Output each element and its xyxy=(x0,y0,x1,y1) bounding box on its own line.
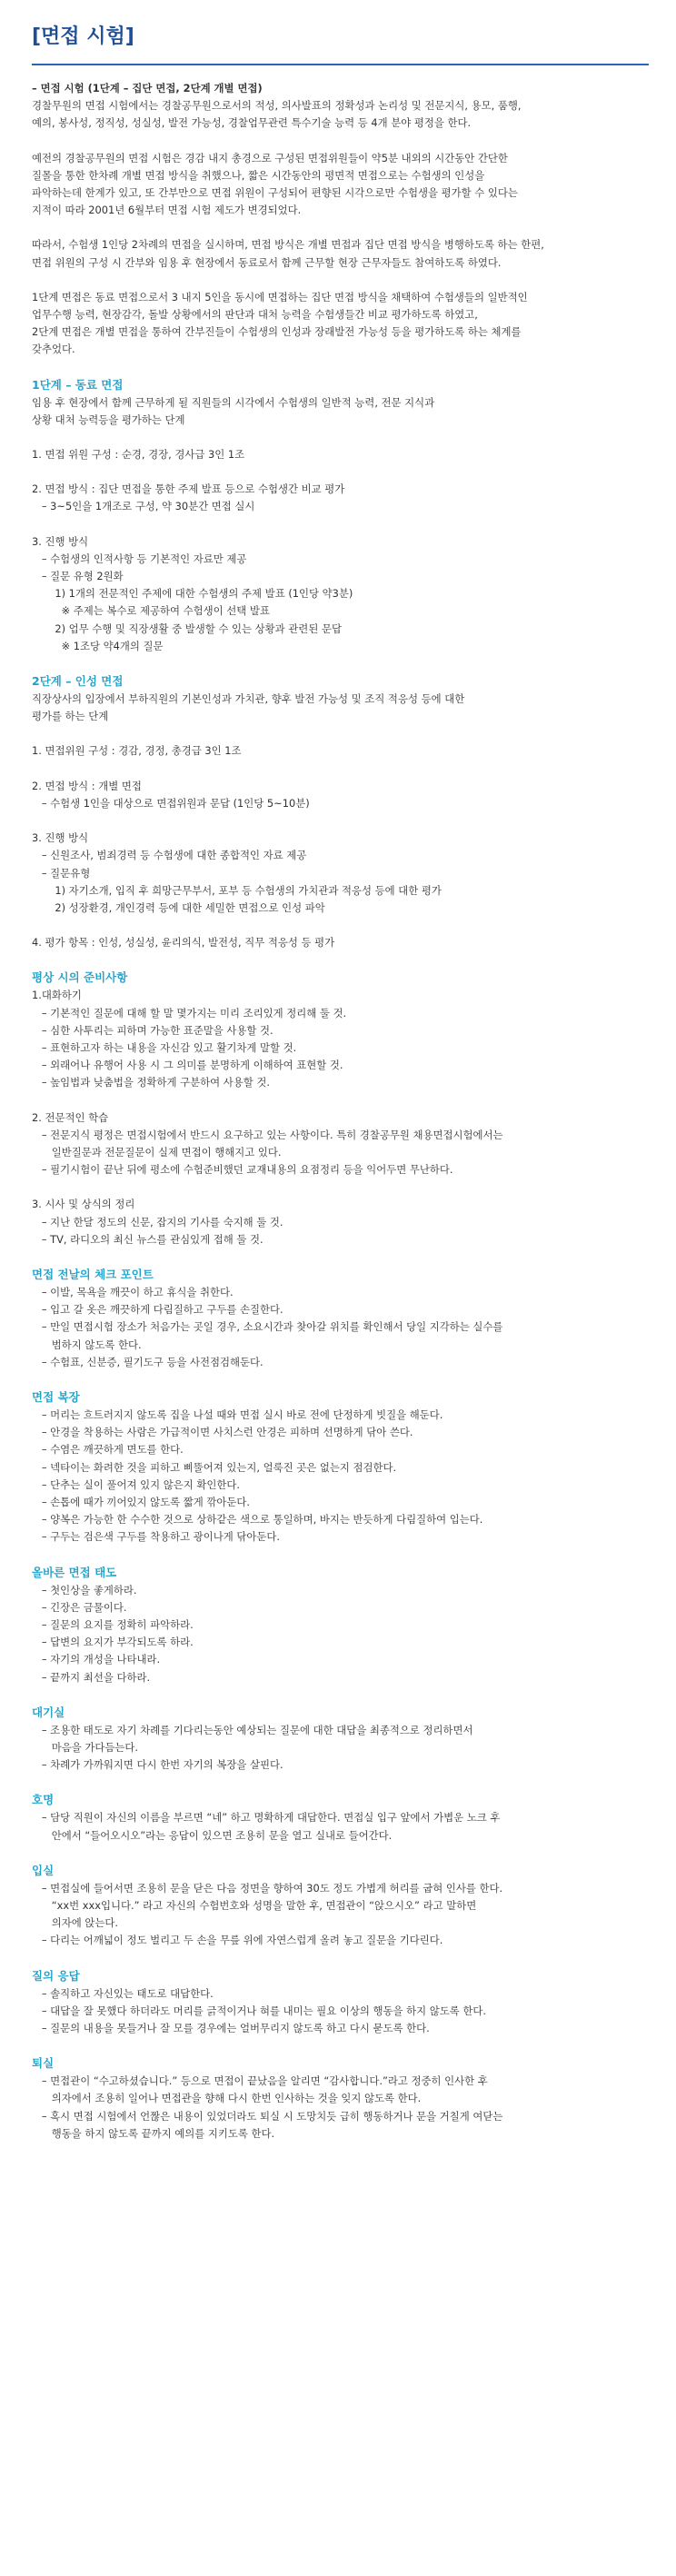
text-line: – 긴장은 금물이다. xyxy=(32,1600,127,1614)
text-line: 업무수행 능력, 현장감각, 돌발 상황에서의 판단과 대처 능력을 수험생들간 비교 평가하도록 하였고, xyxy=(32,308,478,322)
section-heading: 입실 xyxy=(32,1863,55,1877)
text-line: 안에서 “들어오시오”라는 응답이 있으면 조용히 문을 열고 실내로 들어간다. xyxy=(32,1828,393,1842)
text-line: – 차례가 가까워지면 다시 한번 자기의 복장을 살핀다. xyxy=(32,1758,283,1772)
text-line: – 면접 시험 (1단계 – 집단 면접, 2단계 개별 면접) xyxy=(32,82,263,94)
text-line: – 다리는 어깨넓이 정도 벌리고 두 손을 무릎 위에 자연스럽게 올려 놓고 질문을 기다린다. xyxy=(32,1934,443,1947)
section-heading: 면접 복장 xyxy=(32,1389,80,1404)
text-line: 2) 업무 수행 및 직장생활 중 발생할 수 있는 상황과 관련된 문답 xyxy=(32,622,342,635)
section-heading: 1단계 – 동료 면접 xyxy=(32,377,124,392)
section-heading: 올바른 면접 태도 xyxy=(32,1565,117,1579)
text-line: 1. 면접위원 구성 : 경감, 경정, 총경급 3인 1조 xyxy=(32,744,242,758)
text-line: 2) 성장환경, 개인경력 등에 대한 세밀한 면접으로 인성 파악 xyxy=(32,900,325,914)
text-block xyxy=(32,830,649,917)
text-line: ※ 주제는 복수로 제공하여 수험생이 선택 발표 xyxy=(32,604,270,618)
text-block xyxy=(32,1266,649,1371)
text-line: 1) 1개의 전문적인 주제에 대한 수험생의 주제 발표 (1인당 약3분) xyxy=(32,587,353,601)
text-line: 3. 진행 방식 xyxy=(32,534,89,548)
text-block xyxy=(32,1967,649,2038)
text-line: 평가를 하는 단계 xyxy=(32,710,109,723)
text-line: – 전문지식 평정은 면접시험에서 반드시 요구하고 있는 사항이다. 특히 경찰공무원 채용면접시험에서는 xyxy=(32,1128,503,1141)
text-line: – 기본적인 질문에 대해 할 말 몇가지는 미리 조리있게 정리해 둘 것. xyxy=(32,1006,347,1019)
text-line: – 수험생 1인을 대상으로 면접위원과 문답 (1인당 5~10분) xyxy=(32,796,310,810)
text-line: 면접 위원의 구성 시 간부와 임용 후 현장에서 동료로서 함께 근무할 현장 근무자들도 참여하도록 하였다. xyxy=(32,255,502,269)
text-block xyxy=(32,481,649,515)
text-line: ※ 1조당 약4개의 질문 xyxy=(32,639,164,652)
text-line: – 질문 유형 2원화 xyxy=(32,570,124,583)
text-block xyxy=(32,289,649,359)
section-heading: 질의 응답 xyxy=(32,1968,80,1983)
section-heading: 평상 시의 준비사항 xyxy=(32,970,128,985)
text-line: – 수험표, 신분증, 필기도구 등을 사전점검해둔다. xyxy=(32,1355,263,1368)
text-line: 질몰을 통한 한차례 개별 면접 방식을 취했으나, 짧은 시간동안의 평면적 면접으로는 수험생의 인성을 xyxy=(32,168,485,182)
text-line: – 질문의 요지를 정확히 파악하라. xyxy=(32,1618,194,1631)
text-line: – 면접실에 들어서면 조용히 문을 닫은 다음 정면을 향하여 30도 정도 가볍게 허리를 굽혀 인사를 한다. xyxy=(32,1881,503,1895)
text-block xyxy=(32,150,649,220)
section-heading: 퇴실 xyxy=(32,2056,55,2071)
text-line: 의자에서 조용히 일어나 면접관을 향해 다시 한번 인사하는 것을 잊지 않도록 한다. xyxy=(32,2092,422,2105)
text-line: 1. 면접 위원 구성 : 순경, 경장, 경사급 3인 1조 xyxy=(32,448,245,462)
section-heading: 2단계 – 인성 면접 xyxy=(32,674,124,689)
section-heading: 호명 xyxy=(32,1793,55,1807)
text-line: – 수염은 깨끗하게 면도를 한다. xyxy=(32,1443,184,1457)
text-line: – 자기의 개성을 나타내라. xyxy=(32,1653,161,1666)
text-block xyxy=(32,1791,649,1844)
text-line: 임용 후 현장에서 함께 근무하게 될 직원들의 시각에서 수험생의 일반적 능력, 전문 지식과 xyxy=(32,395,435,409)
text-block xyxy=(32,969,649,1091)
text-block xyxy=(32,80,649,133)
text-line: 일반질문과 전문질문이 실제 면접이 행해지고 있다. xyxy=(32,1145,282,1159)
text-line: – 단추는 실이 풀어져 있지 않은지 확인한다. xyxy=(32,1477,240,1491)
text-line: 직장상사의 입장에서 부하직원의 기본인성과 가치관, 향후 발전 가능성 및 조직 적응성 등에 대한 xyxy=(32,692,465,706)
text-line: 4. 평가 항목 : 인성, 성실성, 윤리의식, 발전성, 직무 적응성 등 평가 xyxy=(32,936,335,950)
text-line: – 높임법과 낮춤법을 정확하게 구분하여 사용할 것. xyxy=(32,1076,270,1089)
text-block xyxy=(32,1196,649,1248)
text-line: – 수험생의 인적사항 등 기본적인 자료만 제공 xyxy=(32,552,247,565)
text-line: – 손톱에 때가 끼어있지 않도록 짧게 깎아둔다. xyxy=(32,1495,250,1508)
text-line: 의자에 앉는다. xyxy=(32,1916,118,1930)
text-block xyxy=(32,1704,649,1775)
text-line: – 끝까지 최선을 다하라. xyxy=(32,1670,151,1684)
text-block xyxy=(32,742,649,760)
text-block xyxy=(32,672,649,725)
text-line: – 이발, 목욕을 깨끗이 하고 휴식을 취한다. xyxy=(32,1285,234,1298)
text-line: 행동을 하지 않도록 끝까지 예의를 지키도록 한다. xyxy=(32,2126,275,2140)
text-line: “xx번 xxx입니다.” 라고 자신의 수험번호와 성명을 말한 후, 면접관이 “앉으시오” 라고 말하면 xyxy=(32,1899,477,1913)
text-block xyxy=(32,236,649,271)
text-line: – 답변의 요지가 부각되도록 하라. xyxy=(32,1636,194,1649)
text-line: – 신원조사, 범죄경력 등 수험생에 대한 종합적인 자료 제공 xyxy=(32,849,307,862)
text-line: 따라서, 수험생 1인당 2차례의 면접을 실시하며, 면접 방식은 개별 면접과 집단 면접 방식을 병행하도록 하는 한편, xyxy=(32,238,544,252)
text-line: – 심한 사투리는 피하며 가능한 표준말을 사용할 것. xyxy=(32,1023,273,1037)
text-line: – 표현하고자 하는 내용을 자신감 있고 활기차게 말할 것. xyxy=(32,1040,297,1054)
text-line: – 넥타이는 화려한 것을 피하고 삐뚤어져 있는지, 얼룩진 곳은 없는지 점검한다. xyxy=(32,1460,397,1474)
text-line: 예전의 경찰공무원의 면접 시험은 경감 내지 총경으로 구성된 면접위원들이 약5분 내외의 시간동안 간단한 xyxy=(32,151,508,164)
text-block xyxy=(32,533,649,655)
text-line: – 안경을 착용하는 사람은 가급적이면 사치스런 안경은 피하며 선명하게 닦아 쓴다. xyxy=(32,1426,413,1439)
text-line: – 면접관이 “수고하셨습니다.” 등으로 면접이 끝났음을 알리면 “감사합니다.”라고 정중히 인사한 후 xyxy=(32,2074,488,2088)
text-line: – 질문의 내용을 못들거나 잘 모를 경우에는 얼버무리지 않도록 하고 다시 묻도록 한다. xyxy=(32,2022,430,2035)
text-line: – 입고 갈 옷은 깨끗하게 다림질하고 구두를 손질한다. xyxy=(32,1303,283,1317)
text-line: 2. 면접 방식 : 집단 면접을 통한 주제 발표 등으로 수험생간 비교 평가 xyxy=(32,482,345,496)
text-block xyxy=(32,2054,649,2143)
text-block xyxy=(32,446,649,463)
text-line: 1단계 면접은 동료 면접으로서 3 내지 5인을 동시에 면접하는 집단 면접 방식을 채택하여 수험생들의 일반적인 xyxy=(32,290,528,303)
text-block xyxy=(32,934,649,951)
text-line: 3. 시사 및 상식의 정리 xyxy=(32,1198,135,1211)
text-block xyxy=(32,1388,649,1547)
text-line: – 머리는 흐트러지지 않도록 집을 나설 때와 면접 실시 바로 전에 단정하게 빗질을 해둔다. xyxy=(32,1407,443,1421)
text-line: 파악하는데 한계가 있고, 또 간부만으로 면접 위원이 구성되어 편향된 시각으로만 수험생을 평가할 수 있다는 xyxy=(32,186,518,200)
text-line: – 첫인상을 좋게하라. xyxy=(32,1583,137,1596)
text-line: – 양복은 가능한 한 수수한 것으로 상하같은 색으로 통일하며, 바지는 반듯하게 다림질하여 입는다. xyxy=(32,1513,483,1527)
text-line: – 지난 한달 정도의 신문, 잡지의 기사를 숙지해 둘 것. xyxy=(32,1215,283,1228)
text-line: – 솔직하고 자신있는 태도로 대답한다. xyxy=(32,1986,214,2000)
text-line: 1) 자기소개, 입직 후 희망근무부서, 포부 등 수험생의 가치관과 적응성 등에 대한 평가 xyxy=(32,883,442,897)
text-line: 지적이 따라 2001년 6월부터 면접 시험 제도가 변경되었다. xyxy=(32,204,302,217)
text-block xyxy=(32,1109,649,1179)
document-body xyxy=(32,80,649,2143)
text-line: – 질문유형 xyxy=(32,866,91,880)
text-block xyxy=(32,778,649,812)
text-line: 예의, 봉사성, 정직성, 성실성, 발전 가능성, 경찰업무관련 특수기술 능력 등 4개 분야 평정을 한다. xyxy=(32,116,472,130)
text-line: 2. 면접 방식 : 개별 면접 xyxy=(32,779,142,792)
text-line: 갖추었다. xyxy=(32,343,75,356)
text-line: 마음을 가다듬는다. xyxy=(32,1741,138,1755)
text-line: 2단계 면접은 개별 면접을 통하여 간부진들이 수험생의 인성과 장래발전 가능성 등을 평가하도록 하는 체계를 xyxy=(32,325,522,339)
text-line: 3. 진행 방식 xyxy=(32,831,89,845)
text-line: – TV, 라디오의 최신 뉴스를 관심있게 접해 둘 것. xyxy=(32,1232,263,1246)
text-line: – 대답을 잘 못했다 하더라도 머리를 긁적이거나 혀를 내미는 필요 이상의 행동을 하지 않도록 한다. xyxy=(32,2004,487,2017)
text-line: 2. 전문적인 학습 xyxy=(32,1110,109,1124)
section-heading: 대기실 xyxy=(32,1705,65,1719)
text-line: – 담당 직원이 자신의 이름을 부르면 “네” 하고 명확하게 대답한다. 면접실 입구 앞에서 가볍운 노크 후 xyxy=(32,1811,501,1825)
text-line: 범하지 않도록 한다. xyxy=(32,1338,142,1351)
section-heading: 면접 전날의 체크 포인트 xyxy=(32,1267,154,1281)
text-line: – 조용한 태도로 자기 차례를 기다리는동안 예상되는 질문에 대한 대답을 최종적으로 정리하면서 xyxy=(32,1723,473,1736)
text-line: – 만일 면접시험 장소가 처음가는 곳일 경우, 소요시간과 찾아갈 위치를 확인해서 당일 지각하는 실수를 xyxy=(32,1320,503,1334)
text-line: – 구두는 검은색 구두를 착용하고 광이나게 닦아둔다. xyxy=(32,1530,280,1544)
text-block xyxy=(32,376,649,429)
text-line: – 혹시 면접 시험에서 언짢은 내용이 있었더라도 퇴실 시 도망치듯 급히 행동하거나 문을 거칠게 여닫는 xyxy=(32,2109,503,2123)
text-line: – 3~5인을 1개조로 구성, 약 30분간 면접 실시 xyxy=(32,500,255,513)
text-line: – 외래어나 유행어 사용 시 그 의미를 분명하게 이해하여 표현할 것. xyxy=(32,1059,343,1072)
page-title: [면접 시험] xyxy=(32,25,134,48)
text-line: 1.대화하기 xyxy=(32,989,82,1002)
text-line: – 필기시험이 끝난 뒤에 평소에 수험준비했던 교재내용의 요점정리 등을 익어두면 무난하다. xyxy=(32,1163,453,1177)
text-block xyxy=(32,1862,649,1950)
text-line: 경찰무원의 면접 시험에서는 경찰공무원으로서의 적성, 의사발표의 정확성과 논리성 및 전문지식, 용모, 품행, xyxy=(32,99,522,113)
text-block xyxy=(32,1564,649,1686)
text-line: 상황 대처 능력등을 평가하는 단계 xyxy=(32,413,185,426)
title-divider xyxy=(32,64,649,65)
